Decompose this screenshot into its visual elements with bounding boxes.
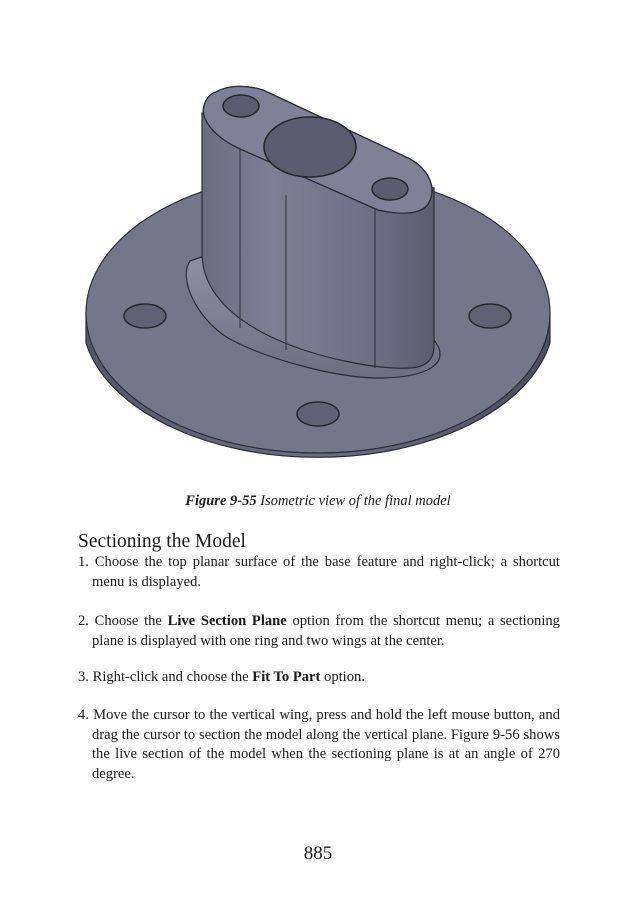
step-4: 4. Move the cursor to the vertical wing, press and hold the left mouse button, and drag the cursor to section the model along the vertical plane. Figure 9-56 shows the live section of the model when the sectioning plane is at an angle of 270 degree. <box>78 707 560 782</box>
base-hole-left <box>124 304 166 328</box>
model-figure <box>78 78 558 498</box>
base-hole-right <box>469 304 511 328</box>
step-1: 1. Choose the top planar surface of the base feature and right-click; a shortcut menu is displayed. <box>78 554 560 590</box>
boss-hole-right <box>372 178 408 200</box>
figure-text: Isometric view of the final model <box>256 493 451 509</box>
boss-center-bore <box>264 117 356 177</box>
section-heading: Sectioning the Model <box>78 531 246 552</box>
figure-caption <box>0 493 636 510</box>
step-2: 2. Choose the Live Section Plane option from the shortcut menu; a sectioning plane is displayed with one ring and two wings at the center. <box>78 613 560 649</box>
step-3: 3. Right-click and choose the Fit To Part option. <box>78 669 365 685</box>
base-hole-front <box>297 402 339 426</box>
figure-label: Figure 9-55 <box>185 493 257 509</box>
boss-hole-left <box>223 95 259 117</box>
page-number: 885 <box>303 843 333 864</box>
